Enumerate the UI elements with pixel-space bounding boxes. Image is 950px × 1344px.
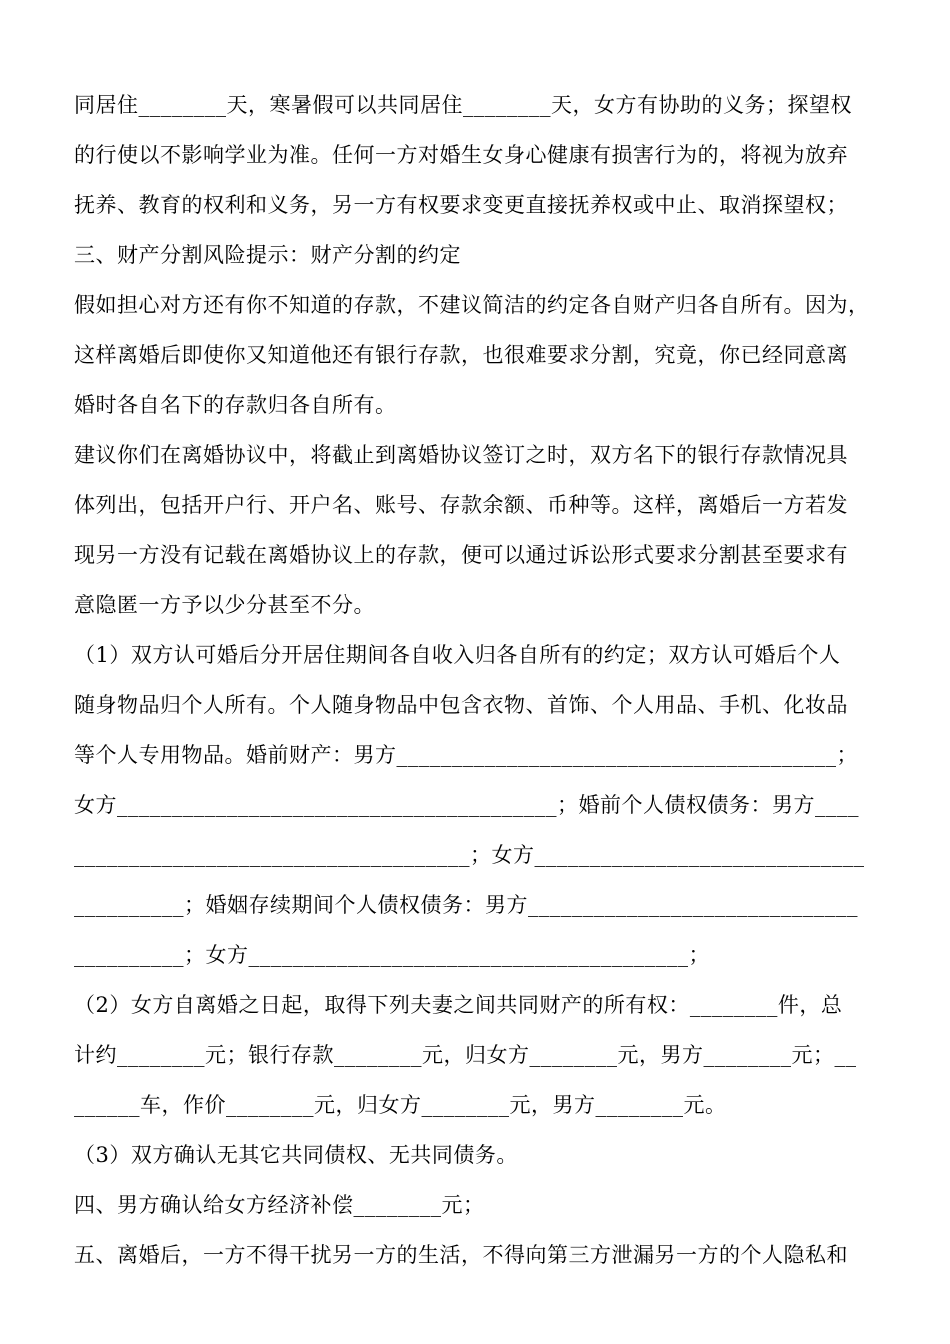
text-line: 建议你们在离婚协议中，将截止到离婚协议签订之时，双方名下的银行存款情况具 xyxy=(74,443,848,467)
text-line: 等个人专用物品。婚前财产：男方________________________________________； xyxy=(74,743,858,767)
text-line: 意隐匿一方予以少分甚至不分。 xyxy=(74,593,375,617)
text-line: 的行使以不影响学业为准。任何一方对婚生女身心健康有损害行为的，将视为放弃 xyxy=(74,143,848,167)
text-line: 这样离婚后即使你又知道他还有银行存款，也很难要求分割，究竟，你已经同意离 xyxy=(74,343,848,367)
clause-line: （3）双方确认无其它共同债权、无共同债务。 xyxy=(74,1143,518,1167)
text-line: 婚时各自名下的存款归各自所有。 xyxy=(74,393,397,417)
text-line: 假如担心对方还有你不知道的存款，不建议简洁的约定各自财产归各自所有。因为， xyxy=(74,293,870,317)
text-line: ____________________________________；女方______________________________ xyxy=(74,843,865,867)
document-page xyxy=(74,80,880,1280)
text-line: 体列出，包括开户行、开户名、账号、存款余额、币种等。这样，离婚后一方若发 xyxy=(74,493,848,517)
text-line: 现另一方没有记载在离婚协议上的存款，便可以通过诉讼形式要求分割甚至要求有 xyxy=(74,543,848,567)
section-heading: 五、离婚后，一方不得干扰另一方的生活，不得向第三方泄漏另一方的个人隐私和 xyxy=(74,1243,848,1267)
text-line: 同居住________天，寒暑假可以共同居住________天，女方有协助的义务；探望权 xyxy=(74,93,852,117)
clause-line: （1）双方认可婚后分开居住期间各自收入归各自所有的约定；双方认可婚后个人 xyxy=(74,643,841,667)
clause-line: （2）女方自离婚之日起，取得下列夫妻之间共同财产的所有权：________件，总 xyxy=(74,993,843,1017)
text-line: __________；婚姻存续期间个人债权债务：男方______________________________ xyxy=(74,893,858,917)
section-heading: 四、男方确认给女方经济补偿________元； xyxy=(74,1193,485,1217)
text-line: 随身物品归个人所有。个人随身物品中包含衣物、首饰、个人用品、手机、化妆品 xyxy=(74,693,848,717)
text-line: 女方________________________________________；婚前个人债权债务：男方____ xyxy=(74,793,859,817)
text-line: ______车，作价________元，归女方________元，男方________元。 xyxy=(74,1093,727,1117)
section-heading: 三、财产分割风险提示：财产分割的约定 xyxy=(74,243,461,267)
text-line: __________；女方________________________________________； xyxy=(74,943,710,967)
text-line: 抚养、教育的权利和义务，另一方有权要求变更直接抚养权或中止、取消探望权； xyxy=(74,193,848,217)
text-line: 计约________元；银行存款________元，归女方________元，男方________元；__ xyxy=(74,1043,857,1067)
